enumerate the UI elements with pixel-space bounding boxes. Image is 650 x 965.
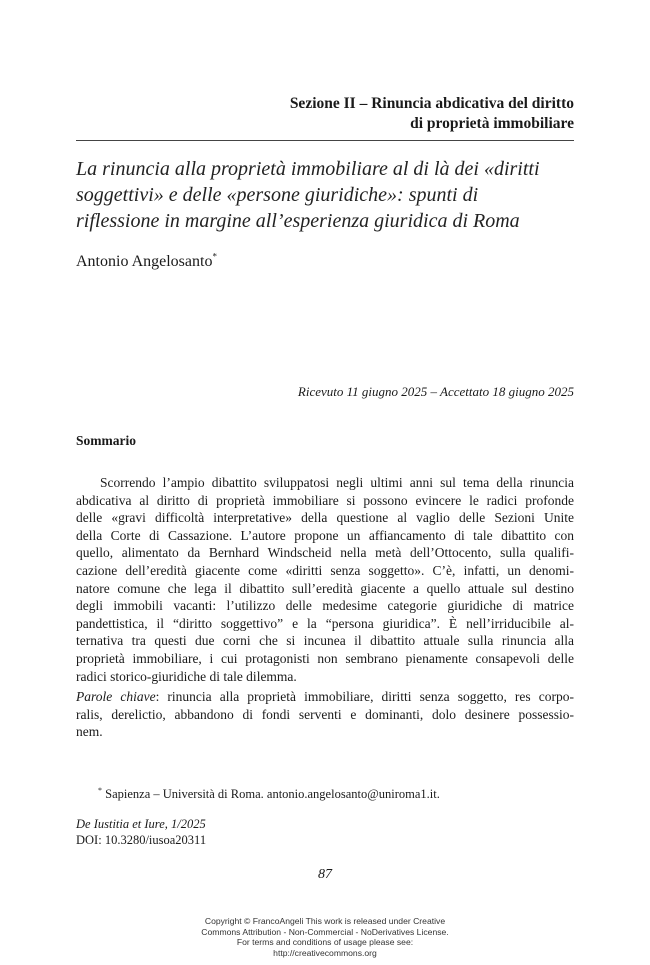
license-notice	[0, 916, 650, 958]
abstract-line: degli immobili vacanti: l’utilizzo delle medesime categorie giuridiche di matrice	[76, 598, 574, 614]
section-header-line-1: Sezione II – Rinuncia abdicativa del diritto	[289, 95, 574, 112]
footnote-mark: *	[98, 785, 102, 795]
author-name	[76, 252, 217, 272]
keywords-paragraph	[76, 688, 574, 741]
abstract-line: natore comune che lega il dibattito sull’eredità giacente a quello attuale sul destino	[76, 580, 574, 596]
abstract-paragraph	[76, 474, 574, 685]
keywords-line-3: nem.	[76, 724, 103, 740]
license-link[interactable]: http://creativecommons.org	[273, 947, 377, 958]
abstract-line: Scorrendo l’ampio dibattito sviluppatosi negli ultimi anni sul tema della rinuncia	[100, 475, 574, 490]
section-header-line-2: di proprietà immobiliare	[410, 115, 574, 132]
license-line-1: Copyright © FrancoAngeli This work is released under Creative	[204, 916, 446, 926]
journal-name: De Iustitia et Iure, 1/2025	[76, 817, 206, 831]
keywords-text: : rinuncia alla proprietà immobiliare, diritti senza soggetto, res corpo-	[155, 689, 574, 704]
title-line-2: soggettivi» e delle «persone giuridiche»: spunti di	[76, 184, 479, 206]
abstract-line: pandettistica, il “diritto soggettivo” e la “persona giuridica”. È nell’irriducibile al-	[76, 615, 574, 631]
abstract-line: abdicativa al diritto di proprietà immobiliare si possono evincere le radici profonde	[76, 492, 574, 508]
author-affiliation-footnote	[98, 786, 440, 802]
abstract-line: delle «gravi difficoltà interpretative» della questione al vaglio delle Sezioni Unite	[76, 510, 574, 526]
abstract-line: proprietà immobiliare, i cui protagonisti non sembrano pienamente consapevoli delle	[76, 650, 574, 666]
abstract-line: della Corte di Cassazione. L’autore propone un affiancamento di tale dibattito con	[76, 527, 574, 543]
keywords-label: Parole chiave	[76, 689, 156, 704]
footnote-text: Sapienza – Università di Roma. antonio.angelosanto@uniroma1.it.	[102, 787, 440, 801]
article-title	[76, 156, 574, 234]
summary-heading: Sommario	[76, 433, 136, 448]
abstract-line: radici storico-giuridiche di tale dilemma.	[76, 668, 297, 684]
section-header	[76, 94, 574, 134]
journal-info	[76, 817, 206, 848]
received-accepted-dates: Ricevuto 11 giugno 2025 – Accettato 18 giugno 2025	[297, 384, 574, 399]
title-line-3: riflessione in margine all’esperienza giuridica di Roma	[76, 210, 520, 232]
abstract-line: cazione dell’eredità giacente come «diritti senza soggetto». C’è, infatti, un denomi-	[76, 562, 574, 578]
keywords-line-2: ralis, derelictio, abbandono di fondi serventi e dominanti, dolo desinere possessio-	[76, 706, 574, 722]
license-line-2: Commons Attribution - Non-Commercial - NoDerivatives License.	[201, 926, 449, 937]
journal-doi: DOI: 10.3280/iusoa20311	[76, 832, 207, 847]
abstract-line: quello, alimentato da Bernhard Windscheid nella metà dell’Ottocento, sulla qualifi-	[76, 545, 574, 561]
page-number: 87	[318, 867, 332, 882]
section-divider	[76, 140, 574, 141]
author-footnote-mark: *	[212, 251, 217, 262]
abstract-line: ternativa tra questi due corni che si incunea il dibattito attuale sulla rinuncia alla	[76, 633, 574, 649]
license-line-3: For terms and conditions of usage please see:	[236, 937, 414, 947]
keywords-line-1	[76, 688, 574, 706]
author-text: Antonio Angelosanto	[76, 253, 213, 270]
title-line-1: La rinuncia alla proprietà immobiliare al di là dei «diritti	[76, 158, 540, 180]
